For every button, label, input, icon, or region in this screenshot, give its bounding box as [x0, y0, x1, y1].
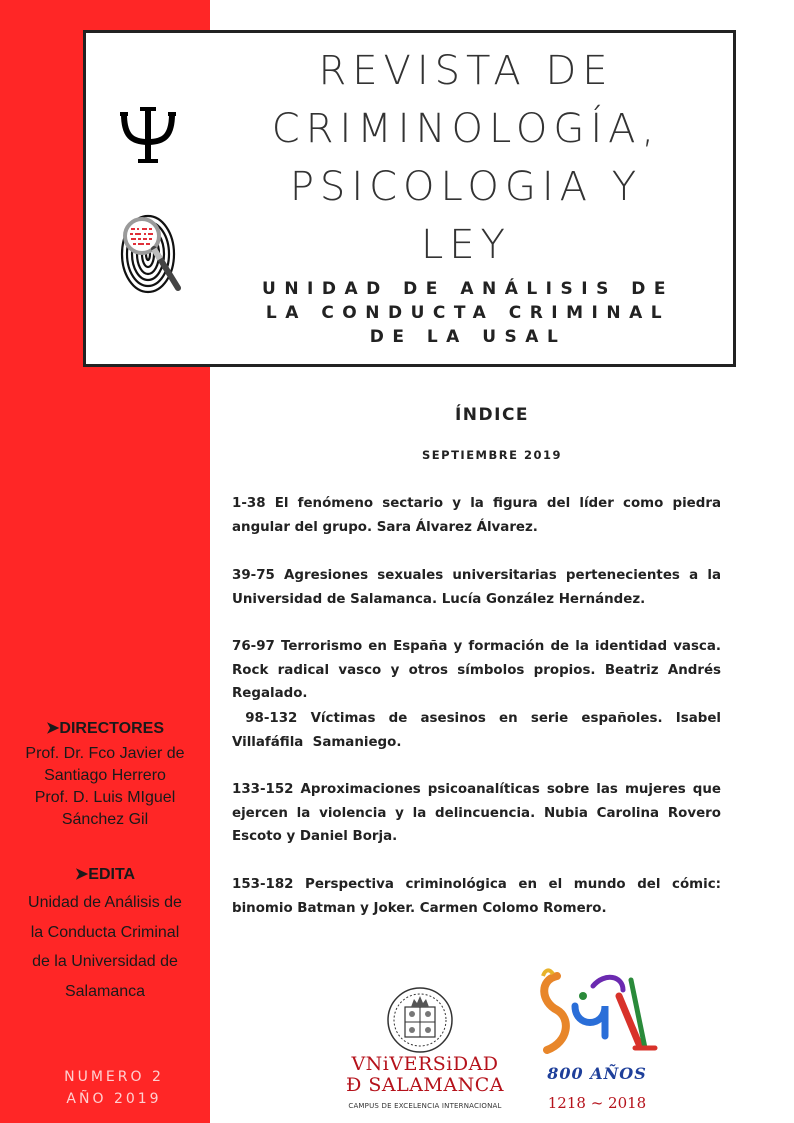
- index-entry: 153-182 Perspectiva criminológica en el mundo del cómic: binomio Batman y Joker. Carmen Colomo Romero.: [232, 877, 721, 916]
- publisher-heading: ➤EDITA: [74, 866, 136, 883]
- journal-title: [210, 42, 722, 274]
- publisher-text: [0, 888, 210, 1006]
- psi-icon: [118, 104, 178, 168]
- journal-subtitle-line: UNIDAD DE ANÁLISIS DE: [262, 279, 674, 299]
- journal-subtitle-line: LA CONDUCTA CRIMINAL: [265, 303, 671, 323]
- journal-subtitle-line: DE LA USAL: [369, 327, 567, 347]
- anniversary-years: 1218 ~ 2018: [547, 1094, 647, 1112]
- university-name-line: Ð SALAMANCA: [345, 1074, 504, 1096]
- director-line: Sánchez Gil: [61, 811, 149, 828]
- index-entry: 98-132 Víctimas de asesinos en serie españoles. Isabel Villafáfila Samaniego.: [232, 711, 726, 750]
- issue-number: NUMERO 2: [64, 1069, 164, 1085]
- journal-title-line: CRIMINOLOGÍA,: [271, 106, 661, 152]
- publisher-line: de la Universidad de: [32, 953, 178, 970]
- directors-list: [0, 743, 210, 831]
- journal-title-line: REVISTA DE: [318, 48, 614, 94]
- usal-800-anniversary-logo: [535, 966, 659, 1058]
- director-line: Prof. D. Luis MIguel: [34, 789, 176, 806]
- publisher-line: la Conducta Criminal: [30, 923, 180, 941]
- anniversary-label: 800 AÑOS: [547, 1064, 647, 1083]
- campus-label: CAMPUS DE EXCELENCIA INTERNACIONAL: [348, 1102, 502, 1110]
- director-line: Santiago Herrero: [44, 767, 166, 784]
- university-seal-icon: [383, 985, 457, 1055]
- journal-title-line: LEY: [421, 222, 511, 268]
- index-entry: 133-152 Aproximaciones psicoanalíticas sobre las mujeres que ejercen la violencia y la delincuencia. Nubia Carolina Rovero Escoto y Daniel Borja.: [232, 782, 721, 844]
- university-name-line: VNiVERSiDAD: [351, 1053, 499, 1075]
- directors-heading: ➤DIRECTORES: [45, 720, 164, 737]
- fingerprint-magnifier-icon: [116, 208, 188, 300]
- director-line: Prof. Dr. Fco Javier de: [25, 745, 185, 762]
- journal-subtitle: [236, 277, 700, 349]
- journal-title-line: PSICOLOGIA Y: [289, 164, 643, 210]
- publisher-line: Unidad de Análisis de: [28, 894, 182, 911]
- index-entry: 1-38 El fenómeno sectario y la figura del líder como piedra angular del grupo. Sara Álvarez Álvarez.: [232, 496, 721, 535]
- index-date: SEPTIEMBRE 2019: [422, 448, 562, 462]
- publisher-line: Salamanca: [64, 982, 146, 1000]
- issue-year: AÑO 2019: [66, 1091, 162, 1107]
- index-entry: 39-75 Agresiones sexuales universitarias pertenecientes a la Universidad de Salamanca. Lucía González Hernández.: [232, 568, 721, 607]
- index-heading: ÍNDICE: [454, 405, 530, 425]
- index-entry: 76-97 Terrorismo en España y formación de la identidad vasca. Rock radical vasco y otros símbolos propios. Beatriz Andrés Regalado.: [232, 639, 721, 701]
- issue-info: [0, 1066, 228, 1110]
